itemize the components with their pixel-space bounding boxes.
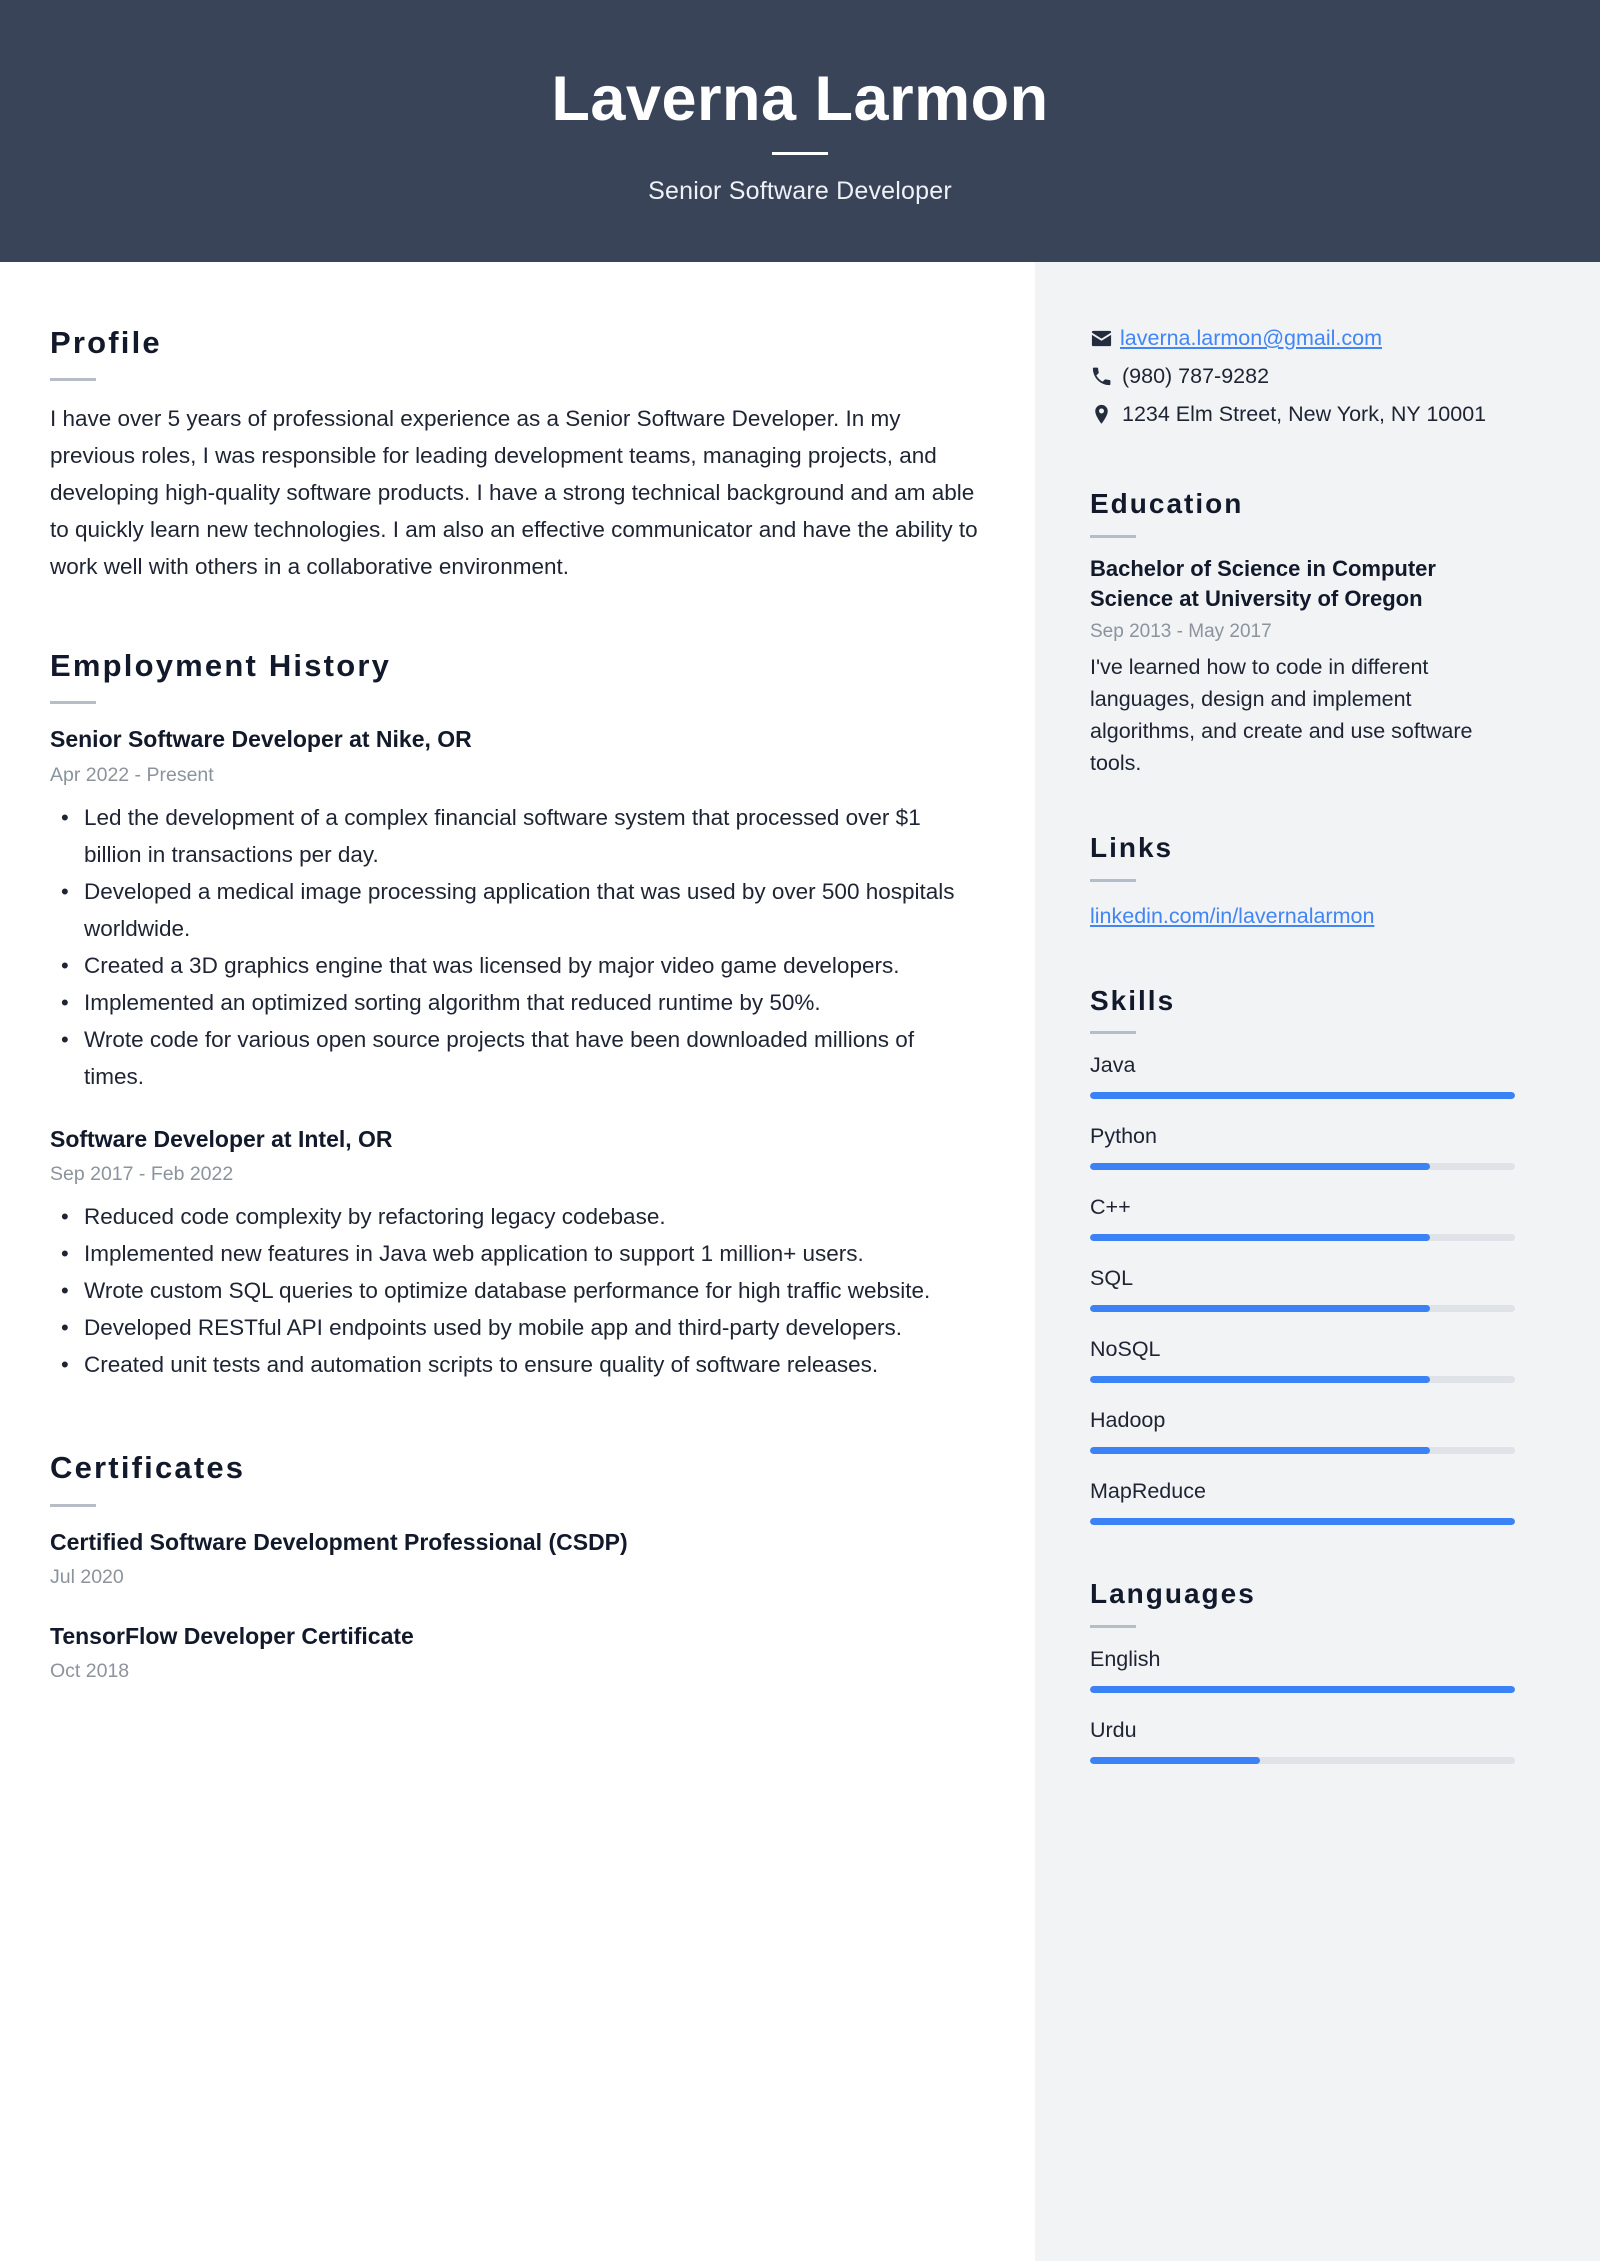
skill-item [1090, 1405, 1515, 1454]
list-item: • Reduced code complexity by refactoring legacy codebase. [50, 1198, 980, 1235]
language-bar-fill [1090, 1757, 1260, 1764]
certificate-entry-date: Jul 2020 [50, 1565, 124, 1588]
list-item: • Wrote custom SQL queries to optimize database performance for high traffic website. [50, 1272, 980, 1309]
section-heading-links: Links [1090, 831, 1174, 863]
employment-entry-bullets [50, 799, 980, 1095]
skill-bar-fill [1090, 1234, 1430, 1241]
skill-bar-track [1090, 1234, 1515, 1241]
section-languages [1090, 1577, 1515, 1764]
section-profile [50, 324, 980, 585]
phone-icon [1090, 360, 1120, 388]
spacer [50, 1387, 980, 1449]
language-item [1090, 1644, 1515, 1693]
education-entry-title: Bachelor of Science in Computer Science at University of Oregon [1090, 555, 1436, 611]
skill-bar-track [1090, 1518, 1515, 1525]
sidebar [1035, 262, 1600, 2261]
section-skills [1090, 984, 1515, 1526]
skill-bar-fill [1090, 1305, 1430, 1312]
section-rule [1090, 535, 1136, 538]
employment-entry [50, 723, 980, 1094]
page-title: Laverna Larmon [551, 63, 1049, 134]
employment-entry [50, 1123, 980, 1383]
skill-bar-track [1090, 1376, 1515, 1383]
section-rule [1090, 1625, 1136, 1628]
employment-entry-date: Sep 2017 - Feb 2022 [50, 1163, 234, 1186]
language-bar-track [1090, 1757, 1515, 1764]
skill-item [1090, 1050, 1515, 1099]
profile-text: I have over 5 years of professional experience as a Senior Software Developer. In my previous roles, I was responsible for leading development teams, managing projects, and developing high-quality software products. I have a strong technical background and am able to quickly learn new technologies. I am also an effective communicator and have the ability to work well with others in a collaborative environment. [50, 406, 978, 580]
certificate-entry [50, 1526, 980, 1594]
email-link[interactable]: laverna.larmon@gmail.com [1120, 326, 1382, 350]
skill-label: C++ [1090, 1195, 1131, 1220]
main-column [0, 262, 1035, 2261]
contact-list [1090, 322, 1515, 431]
skill-item [1090, 1476, 1515, 1525]
spacer [50, 1099, 980, 1123]
section-heading-skills: Skills [1090, 984, 1176, 1016]
skill-item [1090, 1121, 1515, 1170]
employment-entry-title: Senior Software Developer at Nike, OR [50, 726, 472, 753]
list-item: • Implemented an optimized sorting algorithm that reduced runtime by 50%. [50, 984, 980, 1021]
skill-label: MapReduce [1090, 1479, 1206, 1504]
section-heading-certificates: Certificates [50, 1450, 246, 1486]
certificate-entry-date: Oct 2018 [50, 1660, 130, 1683]
job-title-subtitle: Senior Software Developer [648, 177, 952, 206]
skill-label: NoSQL [1090, 1337, 1161, 1362]
section-education [1090, 487, 1515, 779]
skill-item [1090, 1334, 1515, 1383]
education-entry-date: Sep 2013 - May 2017 [1090, 620, 1272, 642]
education-entry-description: I've learned how to code in different languages, design and implement algorithms, and create and use software tools. [1090, 654, 1473, 775]
location-pin-icon [1090, 398, 1120, 426]
language-item [1090, 1715, 1515, 1764]
resume-header [0, 0, 1600, 262]
skill-label: Java [1090, 1053, 1136, 1078]
skill-bar-fill [1090, 1518, 1515, 1525]
skill-bar-track [1090, 1305, 1515, 1312]
list-item: • Created unit tests and automation scripts to ensure quality of software releases. [50, 1346, 980, 1383]
skill-bar-fill [1090, 1092, 1515, 1099]
contact-row-phone [1090, 360, 1515, 393]
language-label: English [1090, 1646, 1161, 1671]
envelope-icon [1090, 322, 1120, 350]
employment-entry-bullets [50, 1198, 980, 1383]
language-label: Urdu [1090, 1717, 1137, 1742]
section-employment-history [50, 647, 980, 1383]
section-heading-languages: Languages [1090, 1578, 1256, 1610]
section-certificates [50, 1449, 980, 1688]
employment-entry-date: Apr 2022 - Present [50, 763, 214, 786]
skill-bar-track [1090, 1163, 1515, 1170]
skill-bar-fill [1090, 1163, 1430, 1170]
list-item: • Led the development of a complex financial software system that processed over $1 billion in transactions per day. [50, 799, 980, 873]
skill-label: Python [1090, 1124, 1157, 1149]
address-value: 1234 Elm Street, New York, NY 10001 [1122, 402, 1487, 426]
list-item: • Wrote code for various open source projects that have been downloaded millions of times. [50, 1021, 980, 1095]
certificate-entry-title: Certified Software Development Professional (CSDP) [50, 1528, 628, 1555]
section-rule [50, 378, 96, 381]
spacer [50, 585, 980, 647]
list-item: • Developed RESTful API endpoints used by mobile app and third-party developers. [50, 1309, 980, 1346]
skill-bar-track [1090, 1447, 1515, 1454]
section-heading-education: Education [1090, 488, 1244, 519]
language-bar-track [1090, 1686, 1515, 1693]
certificate-entry-title: TensorFlow Developer Certificate [50, 1623, 414, 1650]
list-item: • Developed a medical image processing application that was used by over 500 hospitals worldwide. [50, 873, 980, 947]
employment-entry-title: Software Developer at Intel, OR [50, 1125, 393, 1152]
list-item: • Created a 3D graphics engine that was licensed by major video game developers. [50, 947, 980, 984]
list-item: • Implemented new features in Java web application to support 1 million+ users. [50, 1235, 980, 1272]
phone-value: (980) 787-9282 [1122, 364, 1270, 388]
section-rule [1090, 879, 1136, 882]
skill-item [1090, 1263, 1515, 1312]
skill-bar-track [1090, 1092, 1515, 1099]
certificate-entry [50, 1620, 980, 1688]
language-bar-fill [1090, 1686, 1515, 1693]
section-rule [50, 701, 96, 704]
section-heading-employment: Employment History [50, 648, 392, 684]
resume-body [0, 262, 1600, 2261]
section-links [1090, 831, 1515, 932]
section-rule [1090, 1031, 1136, 1034]
linkedin-link[interactable]: linkedin.com/in/lavernalarmon [1090, 903, 1375, 928]
spacer [50, 1598, 980, 1620]
skill-item [1090, 1192, 1515, 1241]
skill-bar-fill [1090, 1376, 1430, 1383]
skill-bar-fill [1090, 1447, 1430, 1454]
section-rule [50, 1504, 96, 1507]
header-divider [772, 152, 828, 155]
skill-label: Hadoop [1090, 1408, 1166, 1433]
contact-row-email [1090, 322, 1515, 355]
skill-label: SQL [1090, 1266, 1134, 1291]
contact-row-address [1090, 398, 1515, 431]
section-heading-profile: Profile [50, 325, 162, 360]
